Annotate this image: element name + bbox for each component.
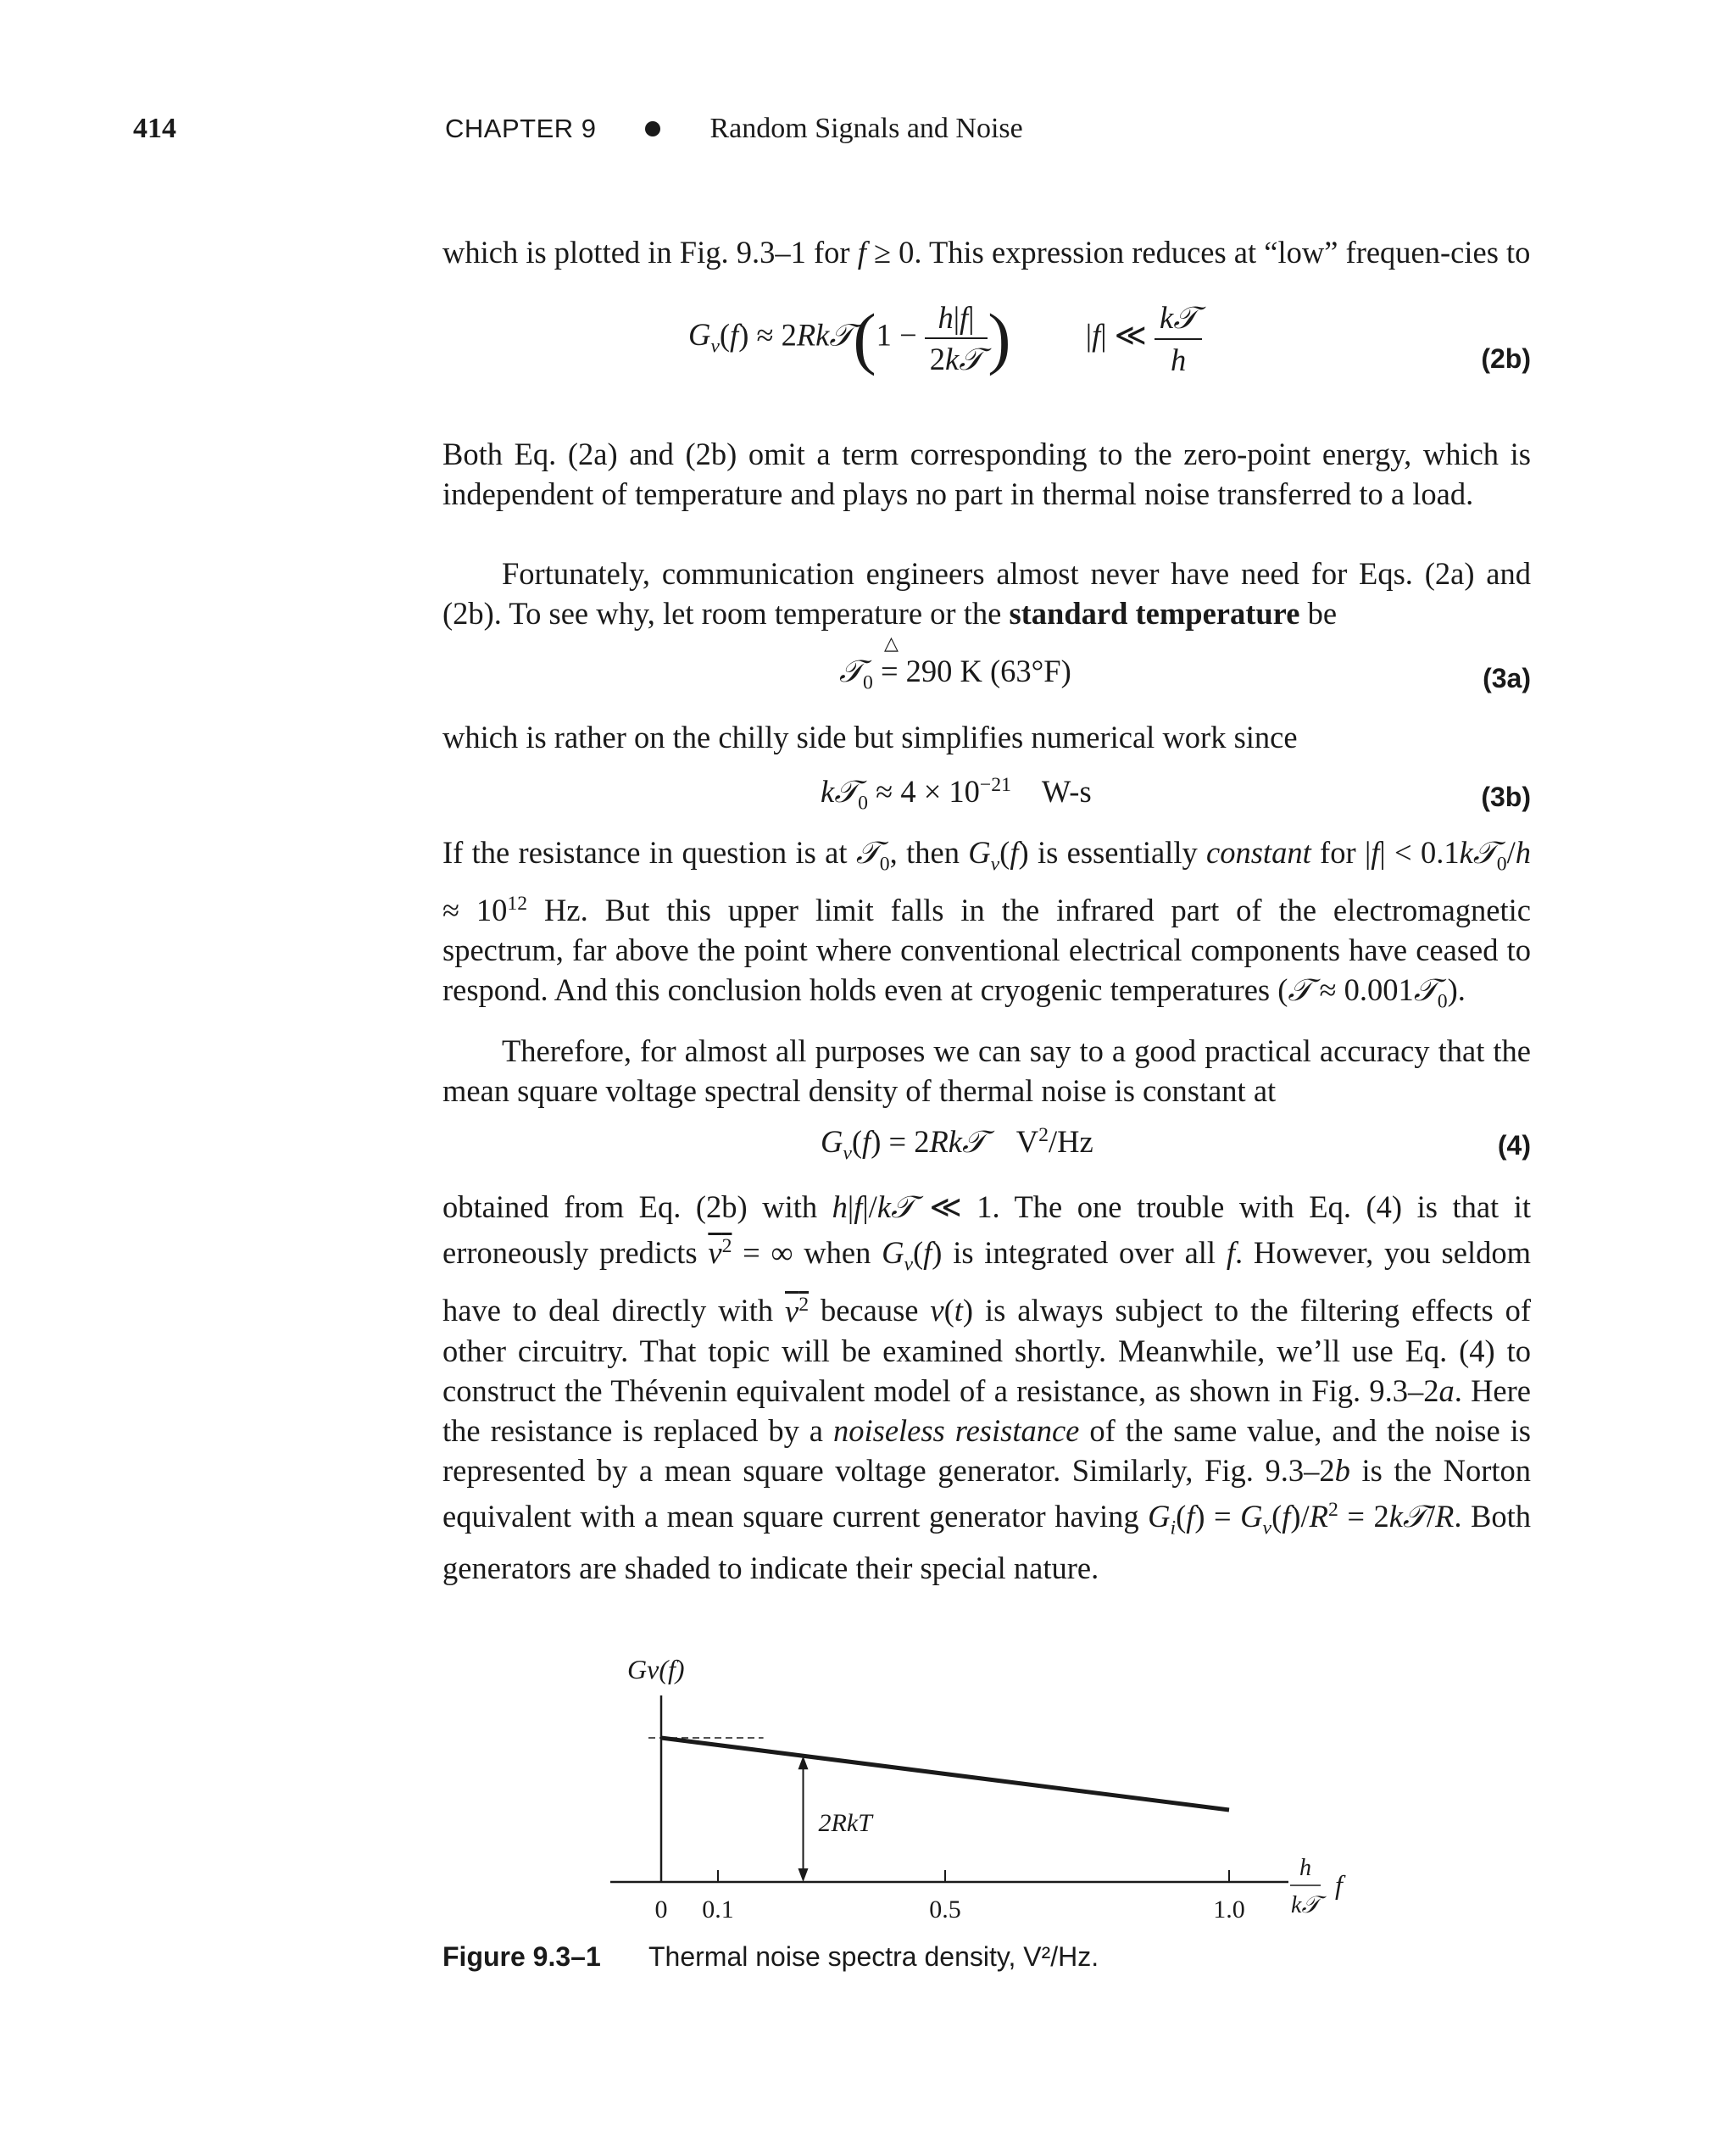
paragraph-3: Fortunately, communication engineers almost never have need for Eqs. (2a) and (2b). To see why, let room temperature or the standard temperature be [442, 556, 1531, 631]
x-unit-numerator: h [1299, 1855, 1311, 1881]
x-tick-label: 0 [654, 1896, 668, 1924]
annotation-arrow-head-down [798, 1868, 809, 1882]
page-number: 414 [133, 113, 176, 144]
figure-caption: Thermal noise spectra density, V²/Hz. [648, 1941, 1099, 1972]
chapter-label: CHAPTER 9 [445, 114, 597, 143]
annotation-label: 2RkT [818, 1809, 872, 1837]
x-axis-label: f [1335, 1869, 1343, 1900]
thermal-noise-chart [593, 1653, 1407, 1924]
figure-label: Figure 9.3–1 [442, 1941, 601, 1972]
equation-3b: k𝒯$_0$ ≈ $4 \times 10^{-21}$ W-s [821, 773, 1092, 815]
x-tick-label: 0.1 [702, 1896, 734, 1924]
chapter-title: Random Signals and Noise [709, 113, 1023, 144]
equation-4: $G_v(f)$ = 2Rk𝒯 $V^2/Hz$ [821, 1123, 1093, 1165]
bullet-icon [645, 121, 660, 136]
paragraph-7: obtained from Eq. (2b) with h|f|/k𝒯 ≪ 1. The one trouble with Eq. (4) is that it erroneously predicts $v^2$ = ∞ when $G_v(f)$ is integrated over all f. However, you seldom have to deal directly with $v^2$ because v(t) is always subject to the filtering effects of other circuitry. That topic will be examined shortly. Meanwhile, we’ll use Eq. (4) to construct the Thévenin equivalent model of a resistance, as shown in Fig. 9.3–2a. Here the resistance is replaced by a noiseless resistance of the same value, and the noise is represented by a mean square voltage generator. Similarly, Fig. 9.3–2b is the Norton equivalent with a mean square current generator having $G_i(f) = G_v(f)/R^2$ = 2k𝒯/R. Both generators are shaded to indicate their special nature. [442, 1189, 1532, 1586]
paragraph-6: Therefore, for almost all purposes we can say to a good practical accuracy that the mean square voltage spectral density of thermal noise is constant at [442, 1033, 1531, 1108]
running-head [445, 113, 1023, 145]
paragraph-4: which is rather on the chilly side but simplifies numerical work since [442, 720, 1298, 754]
equation-number-4: (4) [1497, 1130, 1531, 1161]
equation-2b: $G_v(f)$ ≈ 2Rk𝒯(1 − $\frac{h|f|}{\text{2k𝒯}}$ ) |f| ≪ $\frac{\text{k𝒯}}{h}$ [688, 298, 1202, 378]
y-axis-label: Gv(f) [627, 1654, 685, 1684]
paragraph-5: If the resistance in question is at 𝒯$_0$, then $G_v(f)$ is essentially constant for |f| < 0.1k𝒯$_0$/h ≈ $10^{12}$ Hz. But this upper limit falls in the infrared part of the electromagnetic spectrum, far above the point where conventional electrical components have ceased to respond. And this conclusion holds even at cryogenic temperatures (𝒯 ≈ 0.001𝒯$_0$). [442, 835, 1532, 1013]
series-line [661, 1738, 1229, 1810]
equation-3a: 𝒯$_0$ △ = 290 K (63°F) [839, 632, 1071, 694]
paragraph-1: which is plotted in Fig. 9.3–1 for f ≥ 0. This expression reduces at “low” frequen-cies to [442, 235, 1531, 270]
equation-number-3b: (3b) [1481, 782, 1531, 812]
x-tick-label: 0.5 [929, 1896, 961, 1924]
paragraph-2: Both Eq. (2a) and (2b) omit a term corresponding to the zero-point energy, which is independent of temperature and plays no part in thermal noise transferred to a load. [442, 437, 1531, 511]
x-tick-label: 1.0 [1213, 1896, 1245, 1924]
equation-number-2b: (2b) [1481, 343, 1531, 374]
x-unit-denominator: k𝒯 [1291, 1892, 1320, 1918]
equation-number-3a: (3a) [1483, 663, 1531, 693]
